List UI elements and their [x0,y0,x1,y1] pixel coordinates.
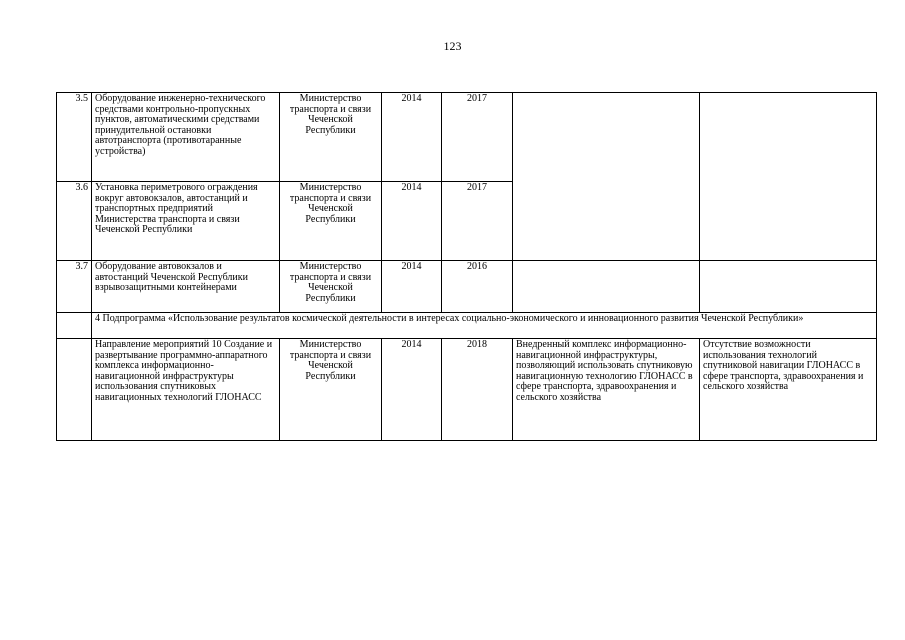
consequence-empty [700,261,877,313]
start-year: 2014 [382,93,442,182]
executor: Министерство транспорта и связи Чеченской Республики [280,182,382,261]
table-row-3-5 [57,93,877,182]
consequence: Отсутствие возможности использования технологий спутниковой навигации ГЛОНАСС в сфере транспорта, здравоохранения и сельского хозяйства [700,339,877,441]
expected-result-empty [513,93,700,261]
subprogram-num-empty [57,313,92,339]
activities-table [56,92,877,441]
row-number [57,339,92,441]
expected-result-empty [513,261,700,313]
end-year: 2017 [442,93,513,182]
row-number: 3.6 [57,182,92,261]
executor: Министерство транспорта и связи Чеченской Республики [280,261,382,313]
table-row-3-7 [57,261,877,313]
start-year: 2014 [382,182,442,261]
end-year: 2018 [442,339,513,441]
executor: Министерство транспорта и связи Чеченской Республики [280,93,382,182]
row-number: 3.5 [57,93,92,182]
end-year: 2016 [442,261,513,313]
activity-name: Оборудование автовокзалов и автостанций Чеченской Республики взрывозащитными контейнерами [92,261,280,313]
activity-name: Оборудование инженерно-технического средствами контрольно-пропускных пунктов, автоматическими средствами принудительной остановки автотранспорта (противотаранные устройства) [92,93,280,182]
subprogram-title: 4 Подпрограмма «Использование результатов космической деятельности в интересах социально-экономического и инновационного развития Чеченской Республики» [92,313,877,339]
activity-name: Направление мероприятий 10 Создание и развертывание программно-аппаратного комплекса информационно-навигационной инфраструктуры использования спутниковых навигационных технологий ГЛОНАСС [92,339,280,441]
executor: Министерство транспорта и связи Чеченской Республики [280,339,382,441]
start-year: 2014 [382,261,442,313]
subprogram-row [57,313,877,339]
table-row-direction-10 [57,339,877,441]
page-number: 123 [443,39,462,53]
activity-name: Установка периметрового ограждения вокруг автовокзалов, автостанций и транспортных предприятий Министерства транспорта и связи Чеченской Республики [92,182,280,261]
end-year: 2017 [442,182,513,261]
start-year: 2014 [382,339,442,441]
expected-result: Внедренный комплекс информационно-навигационной инфраструктуры, позволяющий использовать спутниковую навигационную технологию ГЛОНАСС в сфере транспорта, здравоохранения и сельского хозяйства [513,339,700,441]
consequence-empty [700,93,877,261]
row-number: 3.7 [57,261,92,313]
